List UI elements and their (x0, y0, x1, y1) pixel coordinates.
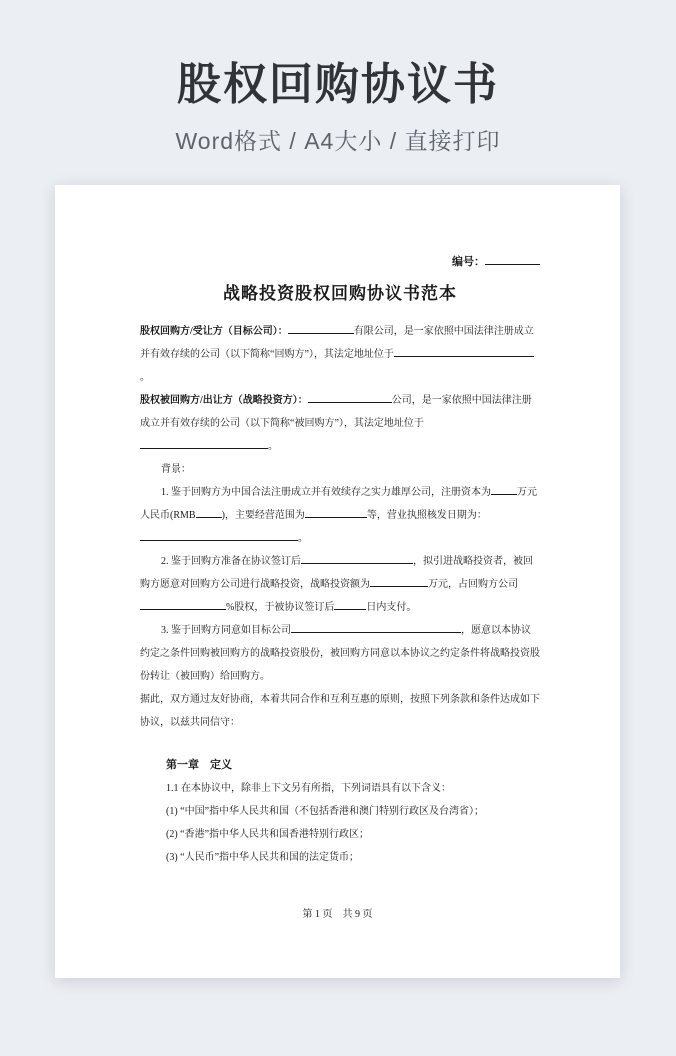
text-segment: 背景： (161, 463, 191, 475)
text-segment: %股权，于被协议签订后 (226, 601, 335, 613)
text-segment: 等，营业执照核发日期为： (366, 509, 487, 521)
blank-field (196, 506, 222, 518)
blank-field (334, 598, 366, 610)
paragraph (166, 777, 540, 800)
text-segment: 。 (140, 371, 150, 383)
text-segment: 万元，占回购方公司 (428, 578, 518, 590)
text-segment: 据此，双方通过友好协商，本着共同合作和互利互惠的原则，按照下列条款和条件达成如下协议，以兹共同信守： (140, 693, 540, 728)
text-segment: 。 (298, 532, 308, 544)
text-segment: 万元人民币(RMB (140, 486, 537, 521)
document-page (55, 185, 620, 978)
page-title: 股权回购协议书 (177, 60, 499, 109)
page-subtitle: Word格式 / A4大小 / 直接打印 (175, 127, 501, 154)
text-segment: 1. 鉴于回购方为中国合法注册成立并有效续存之实力雄厚公司，注册资本为 (161, 486, 491, 498)
document-body (140, 320, 540, 869)
document-content (140, 251, 540, 869)
blank-field (370, 575, 428, 587)
blank-field (491, 483, 517, 495)
page-footer: 第 1 页 共 9 页 (302, 909, 373, 920)
blank-field (291, 621, 461, 633)
paragraph (140, 320, 540, 389)
paragraph (140, 688, 540, 734)
text-segment: 第一章 定义 (166, 758, 232, 771)
header-banner (0, 0, 676, 156)
paragraph (140, 458, 540, 481)
blank-field (288, 322, 354, 334)
text-segment: ，愿意以本协议约定之条件回购被回购方的战略投资股份，被回购方同意以本协议之约定条件将战略投资股份转让（被回购）给回购方。 (140, 624, 540, 682)
blank-field (140, 529, 298, 541)
text-segment: 有限公司，是一家依照中国法律注册成立并有效存续的公司（以下简称“回购方”），其法定地址位于 (140, 325, 534, 360)
text-segment: 1.1 在本协议中，除非上下文另有所指，下列词语具有以下含义： (166, 782, 451, 794)
paragraph (166, 800, 540, 823)
blank-field (140, 437, 268, 449)
text-segment: 公司，是一家依照中国法律注册成立并有效存续的公司（以下简称“被回购方”），其法定地址位于 (140, 394, 532, 429)
blank-field (308, 391, 392, 403)
paragraph (166, 823, 540, 846)
text-segment: 日内支付。 (366, 601, 417, 613)
paragraph (166, 754, 540, 777)
text-segment: ，拟引进战略投资者，被回购方愿意对回购方公司进行战略投资，战略投资额为 (140, 555, 533, 590)
serial-blank-field (485, 253, 540, 265)
text-segment: (3) “人民币”指中华人民共和国的法定货币； (166, 851, 360, 863)
blank-field (301, 552, 413, 564)
paragraph (140, 481, 540, 550)
paragraph (140, 550, 540, 619)
blank-field (140, 598, 226, 610)
text-segment: (1) “中国”指中华人民共和国（不包括香港和澳门特别行政区及台湾省）； (166, 805, 485, 817)
document-title: 战略投资股权回购协议书范本 (223, 284, 457, 303)
paragraph (166, 846, 540, 869)
serial-number-line (140, 251, 540, 274)
blank-field (394, 345, 534, 357)
text-segment: 3. 鉴于回购方同意如目标公司 (161, 624, 291, 636)
text-segment: 。 (268, 440, 278, 452)
text-segment: )，主要经营范围为 (221, 509, 305, 521)
blank-field (305, 506, 367, 518)
text-segment: 股权回购方/受让方（目标公司）： (140, 325, 288, 337)
text-segment: 2. 鉴于回购方准备在协议签订后 (161, 555, 301, 567)
paragraph (140, 389, 540, 458)
serial-label: 编号： (452, 256, 485, 268)
text-segment: (2) “香港”指中华人民共和国香港特别行政区； (166, 828, 370, 840)
paragraph (140, 619, 540, 688)
text-segment: 股权被回购方/出让方（战略投资方）： (140, 394, 308, 406)
